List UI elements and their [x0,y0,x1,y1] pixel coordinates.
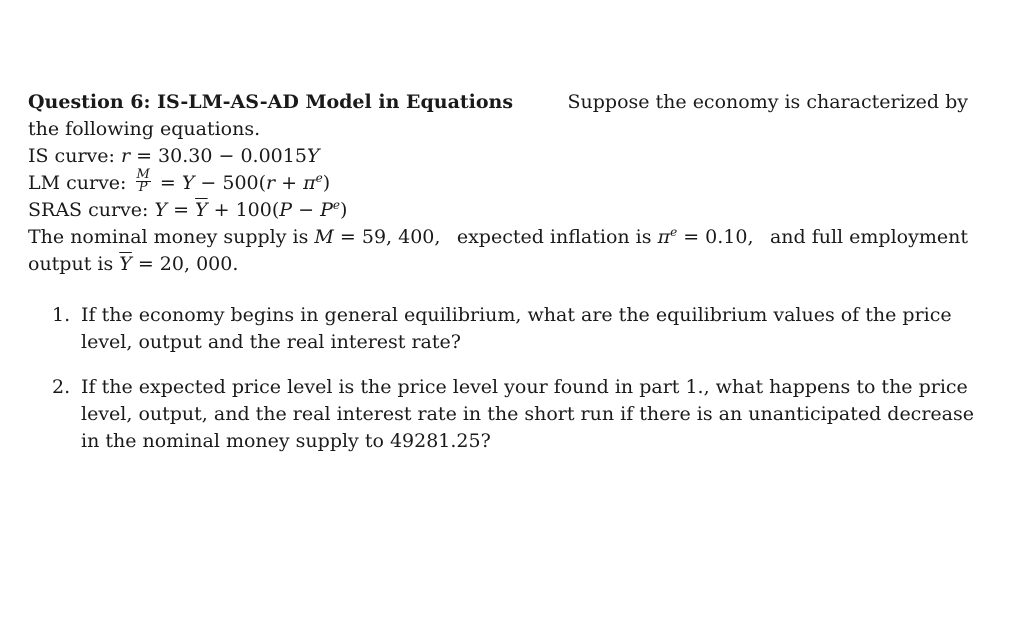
list-item [28,302,968,356]
givens-m-var: M [314,226,334,248]
lm-frac-den: P [138,179,148,195]
question-1-line-1: If the economy begins in general equilibrium, what are the equilibrium values of the price [81,304,952,326]
givens-pi-var: π [657,226,671,248]
lm-curve-equation [28,166,968,197]
givens-ybar: $\overline{Y}$ [119,253,132,275]
lm-eq: = [153,172,182,194]
givens-part-a [28,224,440,251]
sras-curve-equation [28,197,968,224]
lm-fraction [136,166,151,195]
sras-minus: − [292,199,321,221]
sras-close: ) [339,199,348,221]
is-rhs: 30.30 − 0.0015 [158,145,307,167]
question-2-line-1: If the expected price level is the price level your found in part 1., what happens to the price [81,376,968,398]
question-2-line-3: in the nominal money supply to 49281.25? [81,430,491,452]
givens-line-1 [28,224,968,251]
lm-var-r: r [266,172,276,194]
lm-rhs: − 500( [194,172,267,194]
givens-pi-val: = 0.10, [677,226,754,248]
question-list [28,302,974,455]
intro-text-second: the following equations. [28,118,261,140]
givens-text-d: output is [28,253,114,275]
sras-rhs: + 100( [207,199,280,221]
question-1-line-2: level, output and the real interest rate? [81,331,461,353]
sras-eq: = [167,199,196,221]
question-number: 2. [52,376,71,398]
is-curve-equation [28,143,968,170]
is-rhs-var: Y [306,145,320,167]
is-lhs: r [120,145,131,167]
lm-close: ) [322,172,331,194]
sras-sup: e [332,198,340,212]
question-title: Question 6: IS-LM-AS-AD Model in Equations [28,91,514,113]
lm-frac-num: M [136,166,150,182]
givens-pi-sup: e [670,225,678,239]
givens-m-val: = 59, 400, [333,226,441,248]
givens-text-a: The nominal money supply is [28,226,309,248]
sras-curve-label: SRAS curve: [28,199,149,221]
question-number: 1. [52,304,71,326]
lm-curve-label: LM curve: [28,172,127,194]
list-item [28,374,974,455]
givens-text-c: and full employment [769,226,968,248]
sras-var-pe: P [320,199,333,221]
intro-text-first: Suppose the economy is characterized by [567,91,968,113]
givens-part-b [457,224,754,251]
lm-plus: + [275,172,304,194]
sras-var-p: P [279,199,293,221]
givens-line-2 [28,251,968,278]
sras-ybar: $\overline{Y}$ [195,199,208,221]
question-heading-line [28,89,968,116]
is-eq: = [130,145,159,167]
question-document [28,89,974,473]
lm-var-pi: π [303,172,316,194]
question-2-line-2: level, output, and the real interest rate in the short run if there is an unanticipated decrease [81,403,974,425]
is-curve-label: IS curve: [28,145,115,167]
lm-sup: e [315,171,323,185]
sras-lhs: Y [154,199,168,221]
givens-text-b: expected inflation is [456,226,652,248]
givens-ybar-val: = 20, 000. [131,253,239,275]
lm-var-y: Y [181,172,195,194]
